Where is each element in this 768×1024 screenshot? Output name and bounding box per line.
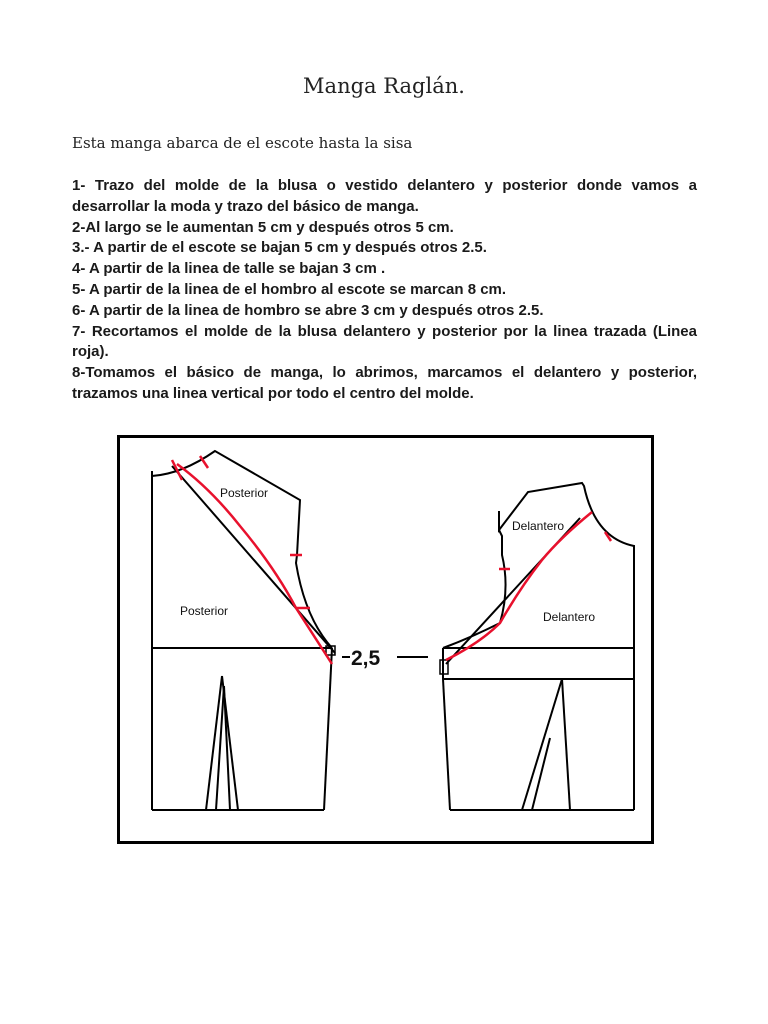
page-title: Manga Raglán. — [303, 74, 465, 98]
back-dart — [206, 676, 238, 810]
step-item: 2-Al largo se le aumentan 5 cm y después otros 5 cm. — [72, 218, 454, 236]
intro-text: Esta manga abarca de el escote hasta la sisa — [72, 134, 413, 152]
pattern-drawing — [120, 438, 651, 841]
step-item: 4- A partir de la linea de talle se bajan 3 cm . — [72, 260, 386, 278]
raglan-pattern-diagram — [117, 435, 654, 844]
back-bodice-outline — [152, 451, 335, 810]
label-posterior-upper: Posterior — [220, 486, 269, 500]
step-item: 7- Recortamos el molde de la blusa delantero y posterior por la linea trazada (Linea roja). — [72, 322, 697, 361]
steps-list — [72, 176, 697, 405]
label-delantero-lower: Delantero — [543, 610, 596, 624]
measurement-indicator — [342, 647, 428, 670]
step-item: 1- Trazo del molde de la blusa o vestido delantero y posterior donde vamos a desarrollar la moda y trazo del básico de manga. — [72, 177, 697, 215]
label-delantero-upper: Delantero — [512, 519, 565, 533]
measurement-label: 2,5 — [351, 647, 381, 670]
step-item: 5- A partir de la linea de el hombro al escote se marcan 8 cm. — [72, 280, 507, 298]
front-dart — [522, 679, 570, 810]
step-item: 8-Tomamos el básico de manga, lo abrimos, marcamos el delantero y posterior, trazamos una linea vertical por todo el centro del molde. — [72, 364, 697, 402]
label-posterior-lower: Posterior — [180, 604, 229, 618]
step-item: 3.- A partir de el escote se bajan 5 cm y después otros 2.5. — [72, 239, 487, 257]
step-item: 6- A partir de la linea de hombro se abre 3 cm y después otros 2.5. — [72, 301, 544, 319]
